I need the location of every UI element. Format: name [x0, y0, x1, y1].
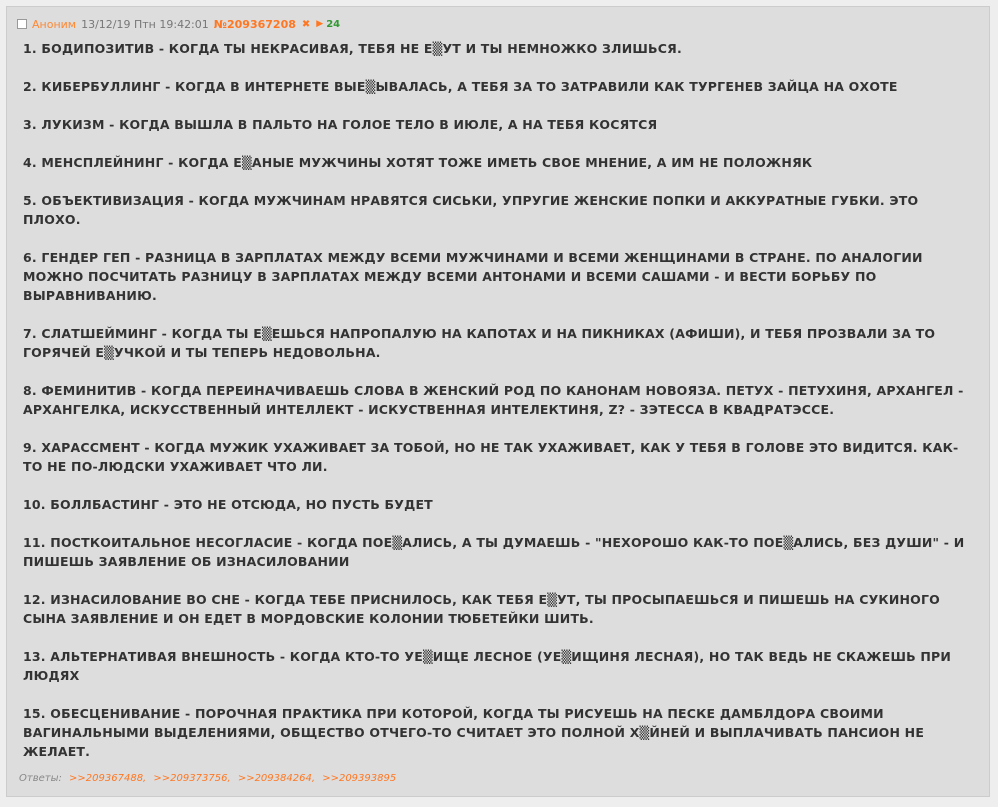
post-item: 15. ОБЕСЦЕНИВАНИЕ - ПОРОЧНАЯ ПРАКТИКА ПРИ КОТОРОЙ, КОГДА ТЫ РИСУЕШЬ НА ПЕСКЕ ДАМБЛДОРА СВОИМИ ВАГИНАЛЬНЫМИ ВЫДЕЛЕНИЯМИ, ОБЩЕСТВО ОТЧЕГО-ТО СЧИТАЕТ ЭТО ПОЛНОЙ Х▒ЙНЕЙ И ВЫПЛАЧИВАТЬ ПАНСИОН НЕ ЖЕЛАЕТ. [23, 706, 925, 759]
post-author[interactable]: Аноним [32, 17, 77, 31]
post-item: 9. ХАРАССМЕНТ - КОГДА МУЖИК УХАЖИВАЕТ ЗА ТОБОЙ, НО НЕ ТАК УХАЖИВАЕТ, КАК У ТЕБЯ В ГОЛОВЕ ЭТО ВИДИТСЯ. КАК-ТО НЕ ПО-ЛЮДСКИ УХАЖИВАЕТ ЧТО ЛИ. [23, 440, 959, 474]
post-item: 12. ИЗНАСИЛОВАНИЕ ВО СНЕ - КОГДА ТЕБЕ ПРИСНИЛОСЬ, КАК ТЕБЯ Е▒УТ, ТЫ ПРОСЫПАЕШЬСЯ И ПИШЕШЬ НА СУКИНОГО СЫНА ЗАЯВЛЕНИЕ И ОН ЕДЕТ В МОРДОВСКИЕ КОЛОНИИ ТЮБЕТЕЙКИ ШИТЬ. [23, 592, 940, 626]
post-item: 3. ЛУКИЗМ - КОГДА ВЫШЛА В ПАЛЬТО НА ГОЛОЕ ТЕЛО В ИЮЛЕ, А НА ТЕБЯ КОСЯТСЯ [23, 117, 658, 132]
post-item: 8. ФЕМИНИТИВ - КОГДА ПЕРЕИНАЧИВАЕШЬ СЛОВА В ЖЕНСКИЙ РОД ПО КАНОНАМ НОВОЯЗА. ПЕТУХ - ПЕТУХИНЯ, АРХАНГЕЛ - АРХАНГЕЛКА, ИСКУССТВЕННЫЙ ИНТЕЛЛЕКТ - ИСКУСТВЕННАЯ ИНТЕЛЕКТИНЯ, Z? - ЗЭТЕССА В КВАДРАТЭССЕ. [23, 383, 964, 417]
reply-link[interactable]: >>209373756, [153, 773, 231, 784]
post [6, 6, 990, 797]
post-item: 10. БОЛЛБАСТИНГ - ЭТО НЕ ОТСЮДА, НО ПУСТЬ БУДЕТ [23, 497, 433, 512]
reply-link[interactable]: >>209393895 [322, 773, 397, 784]
reply-link[interactable]: >>209384264, [237, 773, 316, 784]
post-item: 6. ГЕНДЕР ГЕП - РАЗНИЦА В ЗАРПЛАТАХ МЕЖДУ ВСЕМИ МУЖЧИНАМИ И ВСЕМИ ЖЕНЩИНАМИ В СТРАНЕ. ПО АНАЛОГИИ МОЖНО ПОСЧИТАТЬ РАЗНИЦУ В ЗАРПЛАТАХ МЕЖДУ ВСЕМИ АНТОНАМИ И ВСЕМИ САШАМИ - И ВЕСТИ БОРЬБУ ПО ВЫРАВНИВАНИЮ. [23, 250, 923, 303]
post-item: 4. МЕНСПЛЕЙНИНГ - КОГДА Е▒АНЫЕ МУЖЧИНЫ ХОТЯТ ТОЖЕ ИМЕТЬ СВОЕ МНЕНИЕ, А ИМ НЕ ПОЛОЖНЯК [23, 155, 813, 170]
post-item: 5. ОБЪЕКТИВИЗАЦИЯ - КОГДА МУЖЧИНАМ НРАВЯТСЯ СИСЬКИ, УПРУГИЕ ЖЕНСКИЕ ПОПКИ И АККУРАТНЫЕ ГУБКИ. ЭТО ПЛОХО. [23, 193, 919, 227]
reply-link[interactable]: >>209367488, [69, 773, 147, 784]
post-item: 2. КИБЕРБУЛЛИНГ - КОГДА В ИНТЕРНЕТЕ ВЫЕ▒ЫВАЛАСЬ, А ТЕБЯ ЗА ТО ЗАТРАВИЛИ КАК ТУРГЕНЕВ ЗАЙЦА НА ОХОТЕ [23, 79, 898, 94]
post-checkbox[interactable] [17, 19, 27, 29]
post-item: 13. АЛЬТЕРНАТИВАЯ ВНЕШНОСТЬ - КОГДА КТО-ТО УЕ▒ИЩЕ ЛЕСНОЕ (УЕ▒ИЩИНЯ ЛЕСНАЯ), НО ТАК ВЕДЬ НЕ СКАЖЕШЬ ПРИ ЛЮДЯХ [23, 649, 952, 683]
post-number[interactable]: №209367208 [213, 17, 296, 31]
post-item: 11. ПОСТКОИТАЛЬНОЕ НЕСОГЛАСИЕ - КОГДА ПОЕ▒АЛИСЬ, А ТЫ ДУМАЕШЬ - "НЕХОРОШО КАК-ТО ПОЕ▒АЛИСЬ, БЕЗ ДУШИ" - И ПИШЕШЬ ЗАЯВЛЕНИЕ ОБ ИЗНАСИЛОВАНИИ [23, 535, 965, 569]
post-item: 1. БОДИПОЗИТИВ - КОГДА ТЫ НЕКРАСИВАЯ, ТЕБЯ НЕ Е▒УТ И ТЫ НЕМНОЖКО ЗЛИШЬСЯ. [23, 41, 682, 56]
close-icon[interactable]: ✖ [301, 18, 311, 30]
play-icon[interactable]: ▶ [316, 19, 324, 29]
post-date: 13/12/19 Птн 19:42:01 [81, 17, 209, 31]
replies-count: 24 [326, 18, 341, 30]
replies-label: Ответы: [19, 773, 62, 784]
post-header [17, 16, 340, 32]
post-body [23, 39, 971, 761]
replies-line [19, 773, 396, 784]
post-item: 7. СЛАТШЕЙМИНГ - КОГДА ТЫ Е▒ЕШЬСЯ НАПРОПАЛУЮ НА КАПОТАХ И НА ПИКНИКАХ (АФИШИ), И ТЕБЯ ПРОЗВАЛИ ЗА ТО ГОРЯЧЕЙ Е▒УЧКОЙ И ТЫ ТЕПЕРЬ НЕДОВОЛЬНА. [23, 326, 936, 360]
